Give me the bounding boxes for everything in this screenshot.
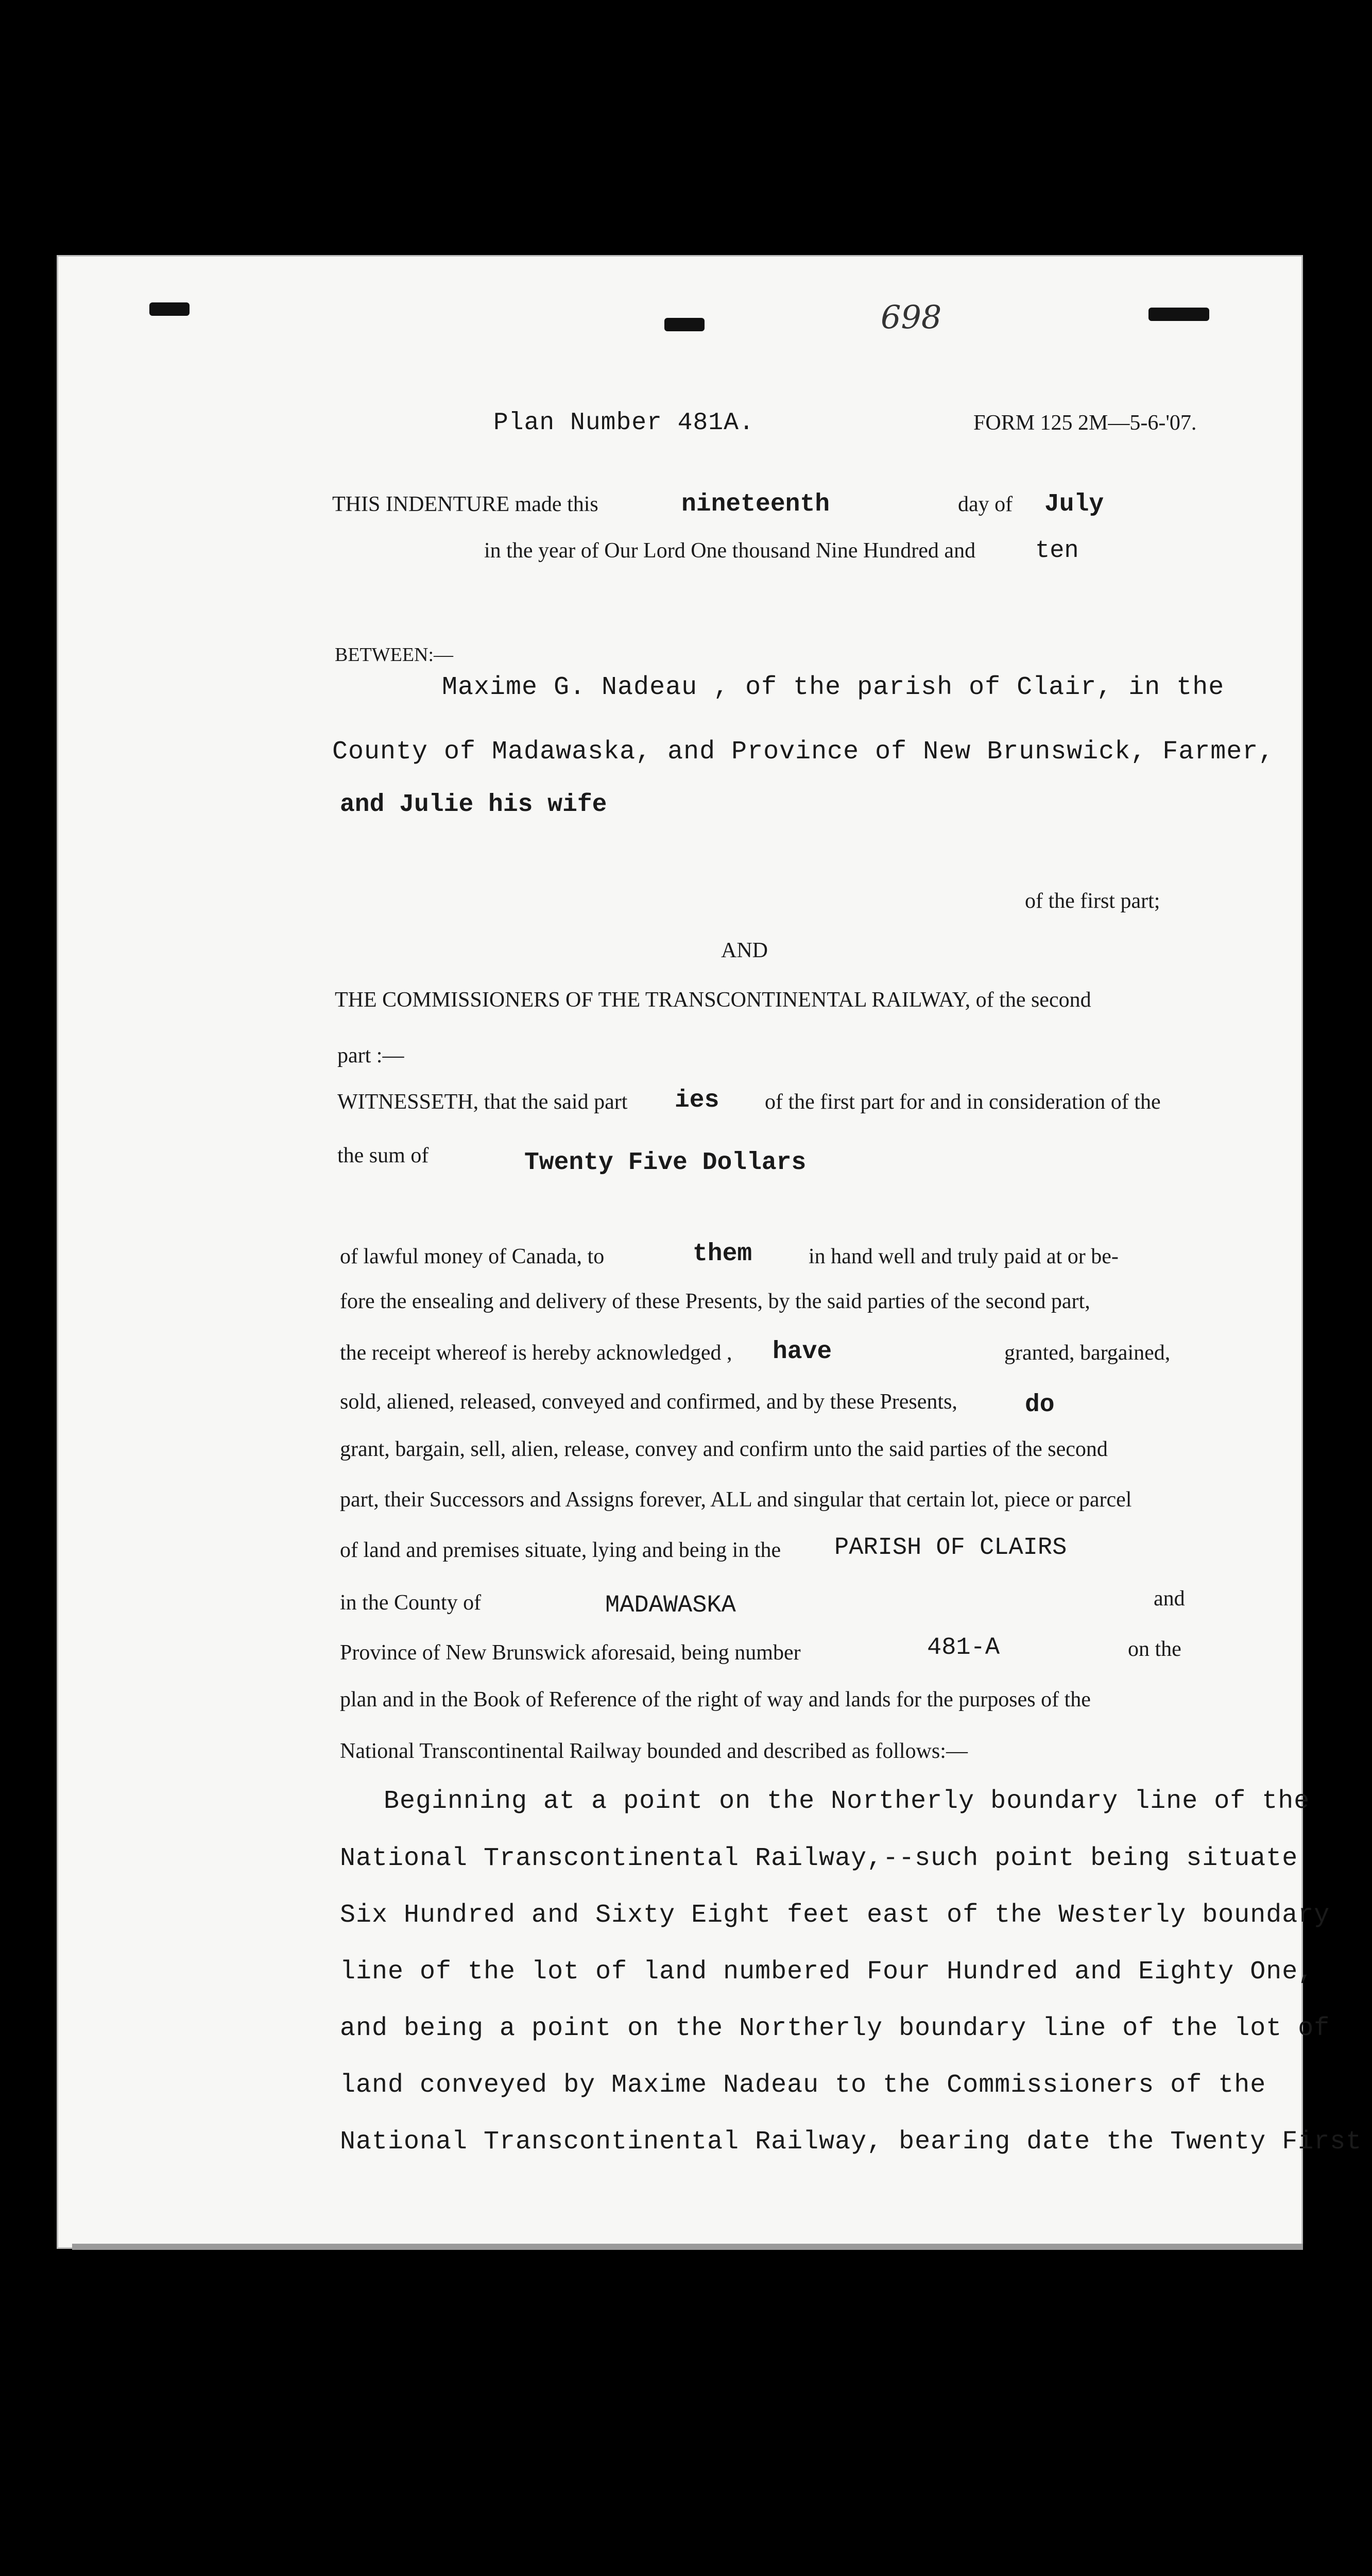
county-and: and <box>1154 1587 1185 1611</box>
fastener-mark-left <box>149 302 190 316</box>
sold-do-value: do <box>1025 1391 1055 1419</box>
land-line: of land and premises situate, lying and being in the <box>340 1538 781 1562</box>
money-to-value: them <box>693 1240 752 1268</box>
province-label: Province of New Brunswick aforesaid, being number <box>340 1641 801 1665</box>
sold-text: sold, aliened, released, conveyed and confirmed, and by these Presents, <box>340 1390 957 1414</box>
indenture-day-value: nineteenth <box>681 490 830 518</box>
county-label: in the County of <box>340 1591 482 1615</box>
indenture-month-value: July <box>1044 490 1104 518</box>
plan-line: plan and in the Book of Reference of the right of way and lands for the purposes of the <box>340 1688 1091 1711</box>
witnesseth-text-a: WITNESSETH, that the said part <box>337 1090 628 1114</box>
part-line: part, their Successors and Assigns forever, ALL and singular that certain lot, piece or parcel <box>340 1488 1132 1512</box>
grant-line: grant, bargain, sell, alien, release, convey and confirm unto the said parties of the second <box>340 1437 1108 1461</box>
indenture-made-this: THIS INDENTURE made this <box>332 493 598 516</box>
fastener-mark-center <box>664 318 705 331</box>
receipt-have-value: have <box>773 1338 832 1366</box>
witnesseth-ies: ies <box>675 1087 719 1114</box>
party-line-3: and Julie his wife <box>340 791 607 819</box>
fastener-mark-right <box>1148 308 1209 321</box>
first-part-label: of the first part; <box>1025 889 1160 913</box>
description-line-4: line of the lot of land numbered Four Hundred and Eighty One, <box>340 1957 1314 1987</box>
page-edge-shadow <box>72 2244 1303 2250</box>
before-line: fore the ensealing and delivery of these Presents, by the said parties of the second part, <box>340 1290 1090 1313</box>
receipt-text-a: the receipt whereof is hereby acknowledged , <box>340 1341 732 1365</box>
receipt-text-b: granted, bargained, <box>1004 1341 1171 1365</box>
between-label: BETWEEN:— <box>335 644 454 666</box>
sum-value: Twenty Five Dollars <box>524 1149 807 1177</box>
party-line-1: Maxime G. Nadeau , of the parish of Clair, in the <box>442 673 1225 702</box>
parish-value: PARISH OF CLAIRS <box>834 1534 1067 1562</box>
national-line: National Transcontinental Railway bounded and described as follows:— <box>340 1739 968 1763</box>
second-party: THE COMMISSIONERS OF THE TRANSCONTINENTAL RAILWAY, of the second <box>335 988 1091 1012</box>
description-line-1: Beginning at a point on the Northerly boundary line of the <box>384 1787 1310 1816</box>
form-number: FORM 125 2M—5-6-'07. <box>973 411 1197 435</box>
money-text-b: in hand well and truly paid at or be- <box>809 1245 1119 1268</box>
second-part-label: part :— <box>337 1044 404 1067</box>
indenture-year-label: in the year of Our Lord One thousand Nine Hundred and <box>484 539 976 563</box>
and-label: AND <box>721 939 768 962</box>
description-line-2: National Transcontinental Railway,--such point being situate <box>340 1844 1298 1873</box>
county-value: MADAWASKA <box>605 1592 736 1619</box>
party-line-2: County of Madawaska, and Province of New Brunswick, Farmer, <box>332 737 1275 767</box>
indenture-day-of: day of <box>958 493 1013 516</box>
description-line-7: National Transcontinental Railway, bearing date the Twenty First <box>340 2127 1362 2157</box>
description-line-5: and being a point on the Northerly boundary line of the lot of <box>340 2014 1330 2043</box>
plan-number: Plan Number 481A. <box>493 409 754 437</box>
sum-label: the sum of <box>337 1144 429 1167</box>
lot-number-value: 481-A <box>927 1634 1000 1662</box>
handwritten-page-number: 698 <box>881 298 942 336</box>
description-line-6: land conveyed by Maxime Nadeau to the Commissioners of the <box>340 2071 1266 2100</box>
witnesseth-text-b: of the first part for and in consideration of the <box>765 1090 1161 1114</box>
money-text-a: of lawful money of Canada, to <box>340 1245 605 1268</box>
indenture-year-value: ten <box>1035 537 1079 565</box>
on-the-label: on the <box>1128 1637 1181 1661</box>
description-line-3: Six Hundred and Sixty Eight feet east of the Westerly boundary <box>340 1901 1330 1930</box>
